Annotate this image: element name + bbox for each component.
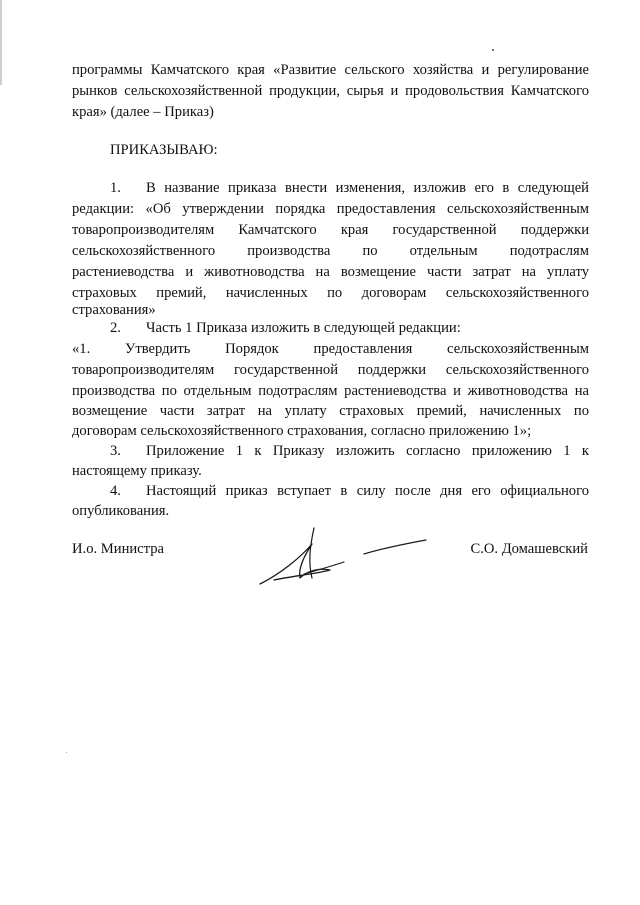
item-text: товаропроизводителям государственной поддержки сельскохозяйственного — [72, 362, 589, 378]
item-number: 4. — [110, 483, 121, 499]
item-number: 2. — [110, 320, 121, 336]
scan-speck — [492, 49, 494, 51]
scan-edge — [0, 0, 2, 85]
item-text: страховых премий, начисленных по договорам сельскохозяйственного — [72, 285, 589, 301]
item-text: страхования» — [72, 302, 156, 318]
item-text: Приложение 1 к Приказу изложить согласно приложению 1 к — [146, 443, 589, 459]
item-text: договорам сельскохозяйственного страхования, согласно приложению 1»; — [72, 423, 532, 439]
item-text: Часть 1 Приказа изложить в следующей редакции: — [146, 320, 461, 336]
intro-line: рынков сельскохозяйственной продукции, сырья и продовольствия Камчатского — [72, 83, 589, 99]
item-text: растениеводства и животноводства на возмещение части затрат на уплату — [72, 264, 589, 280]
handwritten-signature — [252, 522, 432, 592]
item-text: товаропроизводителям Камчатского края государственной поддержки — [72, 222, 589, 238]
item-text: «1. Утвердить Порядок предоставления сельскохозяйственным — [72, 341, 589, 357]
order-heading: ПРИКАЗЫВАЮ: — [110, 142, 218, 158]
item-text: опубликования. — [72, 503, 170, 519]
item-text: производства по отдельным подотраслям растениеводства и животноводства на — [72, 383, 589, 399]
item-text: возмещение части затрат на уплату страховых премий, начисленных по — [72, 403, 589, 419]
item-number: 3. — [110, 443, 121, 459]
intro-line: края» (далее – Приказ) — [72, 104, 214, 120]
item-text: настоящему приказу. — [72, 463, 202, 479]
item-number: 1. — [110, 180, 121, 196]
scan-speck — [66, 752, 67, 753]
item-text: Настоящий приказ вступает в силу после дня его официального — [146, 483, 589, 499]
item-text: сельскохозяйственного производства по отдельным подотраслям — [72, 243, 589, 259]
item-text: В название приказа внести изменения, изложив его в следующей — [146, 180, 589, 196]
item-text: редакции: «Об утверждении порядка предоставления сельскохозяйственным — [72, 201, 589, 217]
signer-name: С.О. Домашевский — [470, 541, 588, 557]
intro-line: программы Камчатского края «Развитие сельского хозяйства и регулирование — [72, 62, 589, 78]
signer-position: И.о. Министра — [72, 541, 164, 557]
